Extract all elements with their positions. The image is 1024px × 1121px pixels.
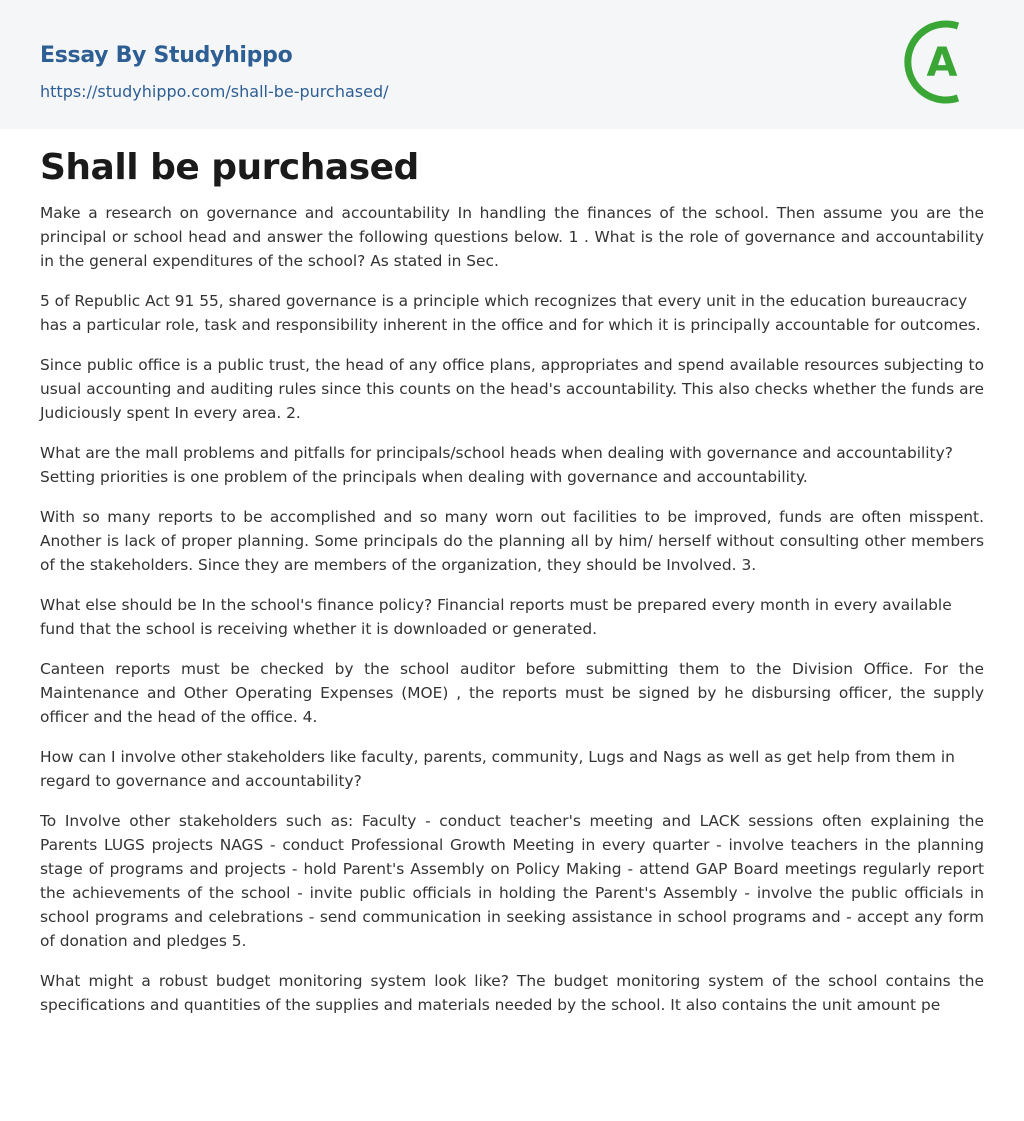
paragraph-6: What else should be In the school's finance policy? Financial reports must be prepared every month in every available fund that the school is receiving whether it is downloaded or generated. — [40, 596, 952, 638]
site-brand[interactable]: Essay By Studyhippo — [40, 43, 293, 68]
paragraph-9: To Involve other stakeholders such as: Faculty - conduct teacher's meeting and LACK sessions often explaining the Parents LUGS projects NAGS - conduct Professional Growth Meeting in every quarter - involve teachers in the planning stage of programs and projects - hold Parent's Assembly on Policy Making - attend GAP Board meetings regularly report the achievements of the school - invite public officials in holding the Parent's Assembly - involve the public officials in school programs and celebrations - send communication in seeking assistance in school programs and - accept any form of donation and pledges 5. — [40, 812, 984, 950]
paragraph-3: Since public office is a public trust, the head of any office plans, appropriates and spend available resources subjecting to usual accounting and auditing rules since this counts on the head's accountability. This also checks whether the funds are Judiciously spent In every area. 2. — [40, 356, 984, 422]
paragraph-5: With so many reports to be accomplished and so many worn out facilities to be improved, funds are often misspent. Another is lack of proper planning. Some principals do the planning all by him/ herself without consulting other members of the stakeholders. Since they are members of the organization, they should be Involved. 3. — [40, 508, 984, 574]
studyhippo-logo-icon[interactable] — [898, 18, 986, 106]
paragraph-8: How can I involve other stakeholders like faculty, parents, community, Lugs and Nags as well as get help from them in regard to governance and accountability? — [40, 748, 955, 790]
site-header — [0, 0, 1024, 129]
source-url-link[interactable]: https://studyhippo.com/shall-be-purchased/ — [40, 82, 389, 101]
page-title: Shall be purchased — [40, 147, 419, 188]
article-body — [0, 129, 1024, 1017]
logo-letter: A — [926, 40, 958, 86]
paragraph-1: Make a research on governance and accountability In handling the finances of the school. Then assume you are the principal or school head and answer the following questions below. 1 . What is the role of governance and accountability in the general expenditures of the school? As stated in Sec. — [40, 204, 984, 270]
paragraph-7: Canteen reports must be checked by the school auditor before submitting them to the Division Office. For the Maintenance and Other Operating Expenses (MOE) , the reports must be signed by he disbursing officer, the supply officer and the head of the office. 4. — [40, 660, 984, 726]
paragraph-10: What might a robust budget monitoring system look like? The budget monitoring system of the school contains the specifications and quantities of the supplies and materials needed by the school. It also contains the unit amount pe — [40, 972, 984, 1014]
paragraph-2: 5 of Republic Act 91 55, shared governance is a principle which recognizes that every unit in the education bureaucracy has a particular role, task and responsibility inherent in the office and for which it is principally accountable for outcomes. — [40, 292, 981, 334]
paragraph-4: What are the mall problems and pitfalls for principals/school heads when dealing with governance and accountability? Setting priorities is one problem of the principals when dealing with governance and accountability. — [40, 444, 953, 486]
